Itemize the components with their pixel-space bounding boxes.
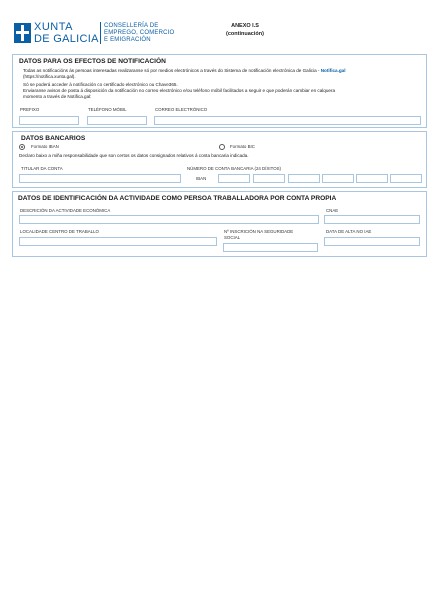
ss-label-line1: Nº INSCRICIÓN NA SEGURIDADE: [224, 229, 294, 234]
locality-label: LOCALIDADE CENTRO DE TRABALLO: [20, 229, 99, 234]
prefix-label: PREFIXO: [20, 107, 40, 112]
email-label: CORREO ELECTRÓNICO: [155, 107, 208, 112]
iae-date-field[interactable]: [324, 237, 420, 246]
notification-text-line: Só se poderá acceder á notificación co certificado electrónico ou Chave365.: [23, 82, 178, 87]
activity-section: [12, 191, 427, 257]
account-digits-field[interactable]: [218, 174, 250, 183]
iban-prefix: IBAN: [196, 176, 207, 181]
phone-label: TELÉFONO MÓBIL: [88, 107, 127, 112]
annex-heading: [215, 22, 275, 38]
bank-declaration: Declaro baixo a miña responsabilidade que son certos os datos consignados relativos á conta bancaria indicada.: [19, 153, 249, 158]
social-security-field[interactable]: [223, 243, 318, 252]
ss-label-line2: SOCIAL: [224, 235, 241, 240]
prefix-field[interactable]: [19, 116, 79, 125]
iban-radio[interactable]: [19, 144, 25, 150]
notification-text-line: Enviaranse avisos de posta á disposición da notificación no correo electrónico e/ou teléfono móbil facilitados a seguir e que poderán cambiar en calquera: [23, 88, 336, 93]
org-name-line1: XUNTA: [34, 21, 73, 33]
description-field[interactable]: [19, 215, 319, 224]
notifica-link[interactable]: Notifica.gal: [320, 68, 346, 73]
department-name: [104, 23, 174, 44]
xunta-logo: [14, 20, 99, 48]
phone-field[interactable]: [87, 116, 147, 125]
email-field[interactable]: [154, 116, 421, 125]
holder-field[interactable]: [19, 174, 181, 183]
iae-label: DATA DE ALTA NO IAE: [326, 229, 372, 234]
radio-dot: [21, 146, 23, 148]
dept-line: E EMIGRACIÓN: [104, 37, 151, 43]
notification-section: [12, 54, 427, 128]
cnae-field[interactable]: [324, 215, 420, 224]
iban-format-label: Formato IBAN: [31, 144, 59, 149]
notification-line-1: Todas as notificacións ás persoas interesadas realizaranse só por medios electrónicos a través do Sistema de notificación electrónica de Galicia -: [23, 68, 320, 73]
account-digits-field[interactable]: [356, 174, 388, 183]
account-label: NÚMERO DE CONTA BANCARIA (24 DÍXITOS): [187, 166, 282, 171]
annex-title: ANEXO I.S: [231, 23, 259, 29]
galicia-crest-icon: [14, 23, 31, 43]
holder-label: TITULAR DA CONTA: [21, 166, 63, 171]
notification-text-line: momento a través de Notifica.gal:: [23, 94, 92, 99]
org-name-line2: DE GALICIA: [34, 33, 99, 45]
bic-radio[interactable]: [219, 144, 225, 150]
dept-line: EMPREGO, COMERCIO: [104, 30, 175, 36]
cnae-label: CNAE: [326, 208, 339, 213]
notification-text-line: (https://notifica.xunta.gal).: [23, 74, 76, 79]
locality-field[interactable]: [19, 237, 217, 246]
account-digits-field[interactable]: [322, 174, 354, 183]
description-label: DESCRICIÓN DA ACTIVIDADE ECONÓMICA: [20, 208, 111, 213]
header-divider: [100, 22, 101, 44]
bic-format-label: Formato BIC: [230, 144, 255, 149]
bank-section: [12, 131, 427, 188]
activity-title: DATOS DE IDENTIFICACIÓN DA ACTIVIDADE COMO PERSOA TRABALLADORA POR CONTA PROPIA: [18, 195, 337, 202]
bank-title: DATOS BANCARIOS: [21, 135, 86, 142]
notification-title: DATOS PARA OS EFECTOS DE NOTIFICACIÓN: [19, 58, 166, 65]
account-digits-field[interactable]: [253, 174, 285, 183]
annex-subtitle: (continuación): [226, 31, 264, 37]
account-digits-field[interactable]: [288, 174, 320, 183]
account-digits-field[interactable]: [390, 174, 422, 183]
dept-line: CONSELLERÍA DE: [104, 23, 159, 29]
